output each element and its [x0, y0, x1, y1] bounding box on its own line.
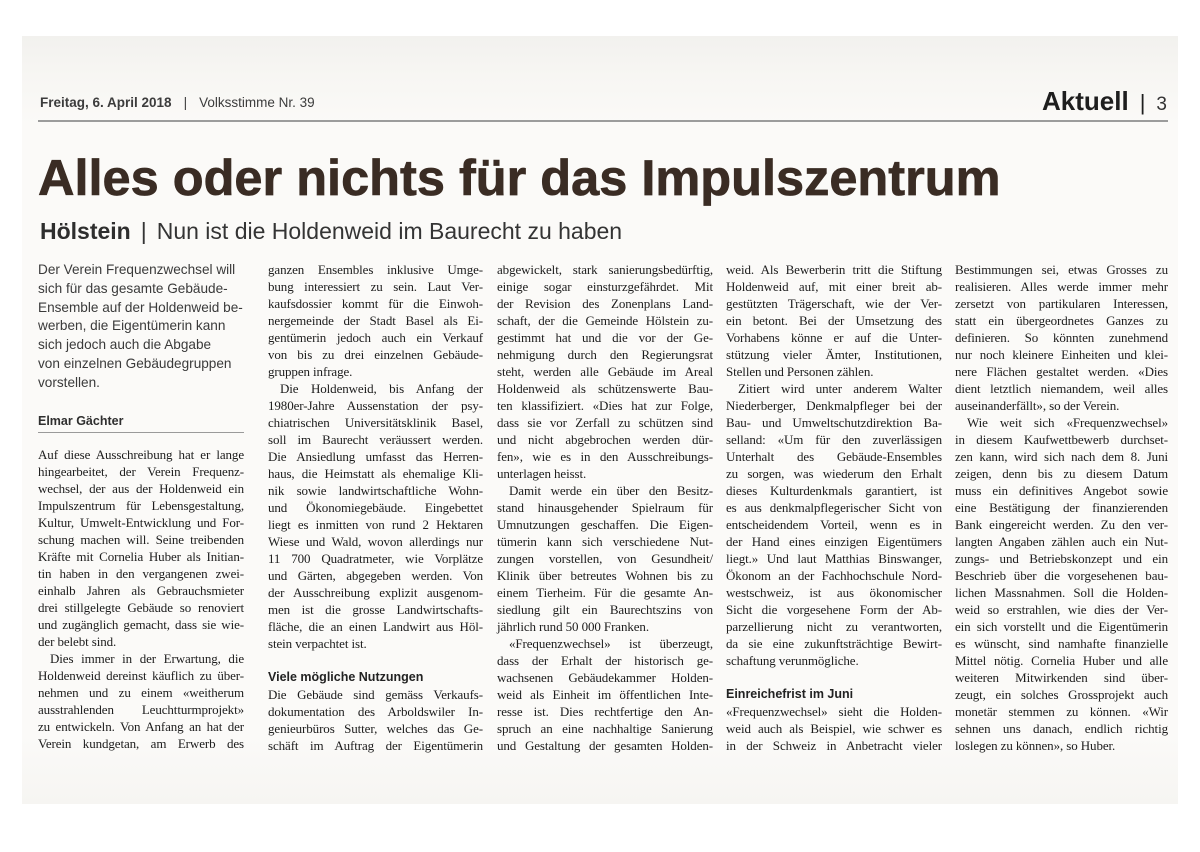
text-line: wachsenen Gebäudekammer Holden-: [497, 670, 713, 685]
text-line: Verein kundgetan, am Erwerb des: [38, 736, 244, 751]
subheadline-text: Nun ist die Holdenweid im Baurecht zu haben: [156, 218, 623, 244]
text-line: muss ein definitives Angebot sowie: [955, 483, 1168, 498]
text-line: nere Flächen gestaltet werden. «Dies: [955, 364, 1168, 379]
text-line: schaft, der die Gemeinde Hölstein zu-: [497, 313, 713, 328]
article-column-3: [497, 261, 713, 754]
text-line: Die Holdenweid, bis Anfang der: [280, 381, 483, 396]
text-line: Unterhalt des Gebäude-Ensembles: [726, 449, 942, 464]
text-line: der belebt sind.: [38, 634, 117, 649]
section-subheading: Einreichefrist im Juni: [726, 687, 854, 701]
text-line: weid so erstrahlen, wie dies der Ver-: [955, 602, 1168, 617]
text-line: «Frequenzwechsel» sieht die Holden-: [726, 704, 942, 719]
article-column-2: [268, 261, 483, 754]
text-line: spruch an eine nachhaltige Sanierung: [497, 721, 713, 736]
subheadline-separator: |: [140, 218, 147, 244]
lead-line: Ensemble auf der Holdenweid be-: [38, 299, 243, 315]
text-line: bung interessiert zu sein. Laut Ver-: [268, 279, 483, 294]
text-line: gentümerin jedoch auch ein Verkauf: [268, 330, 483, 345]
text-line: westschweiz, ist aus ökonomischer: [726, 585, 942, 600]
text-line: einhalb Jahren als Gebrauchsmieter: [38, 583, 244, 598]
text-line: der Revision des Zonenplans Land-: [497, 296, 713, 311]
text-line: Holdenweid dereinst käuflich zu über-: [38, 668, 244, 683]
text-line: auseinanderfällt», so der Verein.: [955, 398, 1120, 413]
text-line: entscheidendem Vorteil, wenn es in: [726, 517, 942, 532]
text-line: Dies immer in der Erwartung, die: [50, 651, 244, 666]
text-line: tin haben in den vergangenen zwei-: [38, 566, 244, 581]
text-line: schäft im Auftrag der Eigentümerin: [268, 738, 483, 753]
text-line: ganzen Ensembles inklusive Umge-: [268, 262, 483, 277]
text-line: Beschrieb über die vorgesehenen bau-: [955, 568, 1168, 583]
text-line: Holdenweid auf, mit einer breit ab-: [726, 279, 942, 294]
text-line: nik sowie landwirtschaftliche Wohn-: [268, 483, 483, 498]
text-line: da sie eine zukunftsträchtige Bewirt-: [726, 636, 942, 651]
text-line: selland: «Um für den zuverlässigen: [726, 432, 942, 447]
text-line: haus, die Heimstatt als ehemalige Kli-: [268, 466, 483, 481]
text-line: weiteren Mitwirkenden sind über-: [955, 670, 1168, 685]
text-line: tümerin kann sich verschiedene Nut-: [497, 534, 713, 549]
lead-line: von einzelnen Gebäudegruppen: [38, 355, 232, 371]
text-line: zungs- und Betriebskonzept und ein: [955, 551, 1168, 566]
text-line: liegt.» Und laut Matthias Binswanger,: [726, 551, 942, 566]
text-line: Ökonom an der Fachhochschule Nord-: [726, 568, 942, 583]
paragraph: [268, 380, 483, 652]
text-line: dokumentation des Arboldswiler In-: [268, 704, 483, 719]
text-line: weid auch als Beispiel, wie schwer es: [726, 721, 942, 736]
text-line: Impulszentrum für Lebensgestaltung,: [38, 498, 244, 513]
text-line: zen kann, wird sich nach dem 8. Juni: [955, 449, 1168, 464]
text-line: sehnen uns danach, endlich richtig: [955, 721, 1168, 736]
text-line: Stellen und Personen zählen.: [726, 364, 874, 379]
text-line: einige sogar einsturzgefährdet. Mit: [497, 279, 713, 294]
text-line: kaufsdossier kommt für die Einwoh-: [268, 296, 483, 311]
text-line: Vorhabens könne er auf die Unter-: [726, 330, 942, 345]
text-line: nehmigung durch den Regierungsrat: [497, 347, 713, 362]
text-line: stein verpachtet ist.: [268, 636, 367, 651]
text-line: eine Bestätigung der finanzierenden: [955, 500, 1168, 515]
text-line: Klinik über betreutes Wohnen bis zu: [497, 568, 713, 583]
text-line: und nicht abgebrochen werden dür-: [497, 432, 713, 447]
text-line: Holdenweid als schützenswerte Bau-: [497, 381, 713, 396]
text-line: unterlagen heisst.: [497, 466, 587, 481]
text-line: nur noch kleinere Einheiten und klei-: [955, 347, 1168, 362]
text-line: Wiese und Wald, wovon allerdings nur: [268, 534, 483, 549]
text-line: weid als Einheit im öffentlichen Inte-: [497, 687, 713, 702]
paragraph: [955, 261, 1168, 414]
text-line: dient letztlich niemandem, weil alles: [955, 381, 1168, 396]
text-line: Wie weit sich «Frequenzwechsel»: [967, 415, 1168, 430]
page-section: [1042, 86, 1167, 120]
text-line: hingearbeitet, der Verein Frequenz-: [38, 464, 244, 479]
text-line: genieurbüros Sutter, welches das Ge-: [268, 721, 483, 736]
paragraph: [497, 261, 713, 482]
paragraph: [268, 686, 483, 754]
text-line: fläche, die an einen Landwirt aus Höl-: [268, 619, 483, 634]
text-line: in der Schweiz in Anbetracht vieler: [726, 738, 942, 753]
article-column-5: [955, 261, 1168, 754]
text-line: soll im Baurecht veräussert werden.: [268, 432, 483, 447]
text-line: langten Angaben zählen auch ein Nut-: [955, 534, 1168, 549]
text-line: zu sorgen, was wiederum den Erhalt: [726, 466, 942, 481]
text-line: dass sie vor Zerfall zu schützen sind: [497, 415, 713, 430]
paragraph: [955, 414, 1168, 754]
text-line: zeugt, ein solches Grossprojekt auch: [955, 687, 1168, 702]
text-line: Zitiert wird unter anderem Walter: [738, 381, 942, 396]
text-line: es wünscht, sind namhafte finanzielle: [955, 636, 1168, 651]
text-line: ausstrahlenden Leuchtturmprojekt»: [38, 702, 244, 717]
text-line: ten klassifiziert. «Dies hat zur Folge,: [497, 398, 713, 413]
text-line: drei stillgelegte Gebäude so renoviert: [38, 600, 244, 615]
text-line: siedlung gilt ein Baurechtszins von: [497, 602, 713, 617]
text-line: Umnutzungen geschaffen. Die Eigen-: [497, 517, 713, 532]
text-line: monetär stemmen zu können. «Wir: [955, 704, 1168, 719]
header-rule: [38, 120, 1168, 122]
text-line: ein betont. Bei der Umsetzung des: [726, 313, 942, 328]
text-line: chiatrischen Universitätsklinik Basel,: [268, 415, 483, 430]
paragraph: [726, 261, 942, 380]
text-line: Bau- und Umweltschutzdirektion Ba-: [726, 415, 942, 430]
text-line: dieses Kulturdenkmals garantiert, ist: [726, 483, 942, 498]
text-line: zungen vorstellen, von Gesundheit/: [497, 551, 713, 566]
text-line: zersetzt von partikularen Interessen,: [955, 296, 1168, 311]
text-line: liegt es inmitten von rund 2 Hektaren: [268, 517, 483, 532]
text-line: Bank eingereicht werden. Zu den ver-: [955, 517, 1168, 532]
page-number: 3: [1156, 94, 1167, 115]
dateline-location: Hölstein: [40, 218, 131, 244]
text-line: jährlich rund 50 000 Franken.: [497, 619, 649, 634]
text-line: Damit werde ein über den Besitz-: [509, 483, 713, 498]
text-line: der Ausschreibung explizit ausgenom-: [268, 585, 483, 600]
paragraph: [726, 703, 942, 754]
lead-paragraph: [38, 261, 253, 393]
text-line: und zugänglich gemacht, dass sie wie-: [38, 617, 244, 632]
text-line: parzellierung nicht zu verantworten,: [726, 619, 942, 634]
text-line: zeigen, denn bis zu diesem Datum: [955, 466, 1168, 481]
text-line: und Ökonomiegebäude. Eingebettet: [268, 500, 483, 515]
article-column-1: [38, 446, 244, 752]
text-line: schaftung verunmögliche.: [726, 653, 859, 668]
text-line: Die Gebäude sind gemäss Verkaufs-: [268, 687, 483, 702]
text-line: einem Tierheim. Für die gesamte An-: [497, 585, 713, 600]
paragraph: [38, 446, 244, 650]
text-line: Niederberger, Denkmalpfleger bei der: [726, 398, 942, 413]
text-line: ein sich vorstellt und die Eigentümerin: [955, 619, 1168, 634]
paragraph: [497, 482, 713, 635]
text-line: Bestimmungen sei, etwas Grosses zu: [955, 262, 1168, 277]
text-line: von bis zu drei einzelnen Gebäude-: [268, 347, 483, 362]
text-line: nehmen und zu einem «weitherum: [38, 685, 244, 700]
lead-line: Der Verein Frequenzwechsel will: [38, 262, 236, 277]
lead-line: sich jedoch auch die Abgabe: [38, 337, 212, 353]
lead-line: sich für das gesamte Gebäude-: [38, 280, 228, 296]
text-line: realisieren. Alles werde immer mehr: [955, 279, 1168, 294]
text-line: es aus denkmalpflegerischer Sicht von: [726, 500, 942, 515]
text-line: nergemeinde der Stadt Basel als Ei-: [268, 313, 483, 328]
text-line: Die Ansiedlung umfasst das Herren-: [268, 449, 483, 464]
text-line: weid. Als Bewerberin tritt die Stiftung: [726, 262, 942, 277]
header-separator: |: [183, 95, 188, 110]
text-line: 11 700 Quadratmeter, wie Vorplätze: [268, 551, 483, 566]
headline: Alles oder nichts für das Impulszentrum: [38, 149, 1001, 206]
section-subheading: Viele mögliche Nutzungen: [268, 670, 424, 684]
text-line: Kultur, Umwelt-Entwicklung und For-: [38, 515, 244, 530]
article-column-4: [726, 261, 942, 754]
text-line: gestützten Trägerschaft, wie der Ver-: [726, 296, 942, 311]
lead-line: werben, die Eigentümerin kann: [38, 318, 226, 334]
section-separator: |: [1139, 90, 1146, 115]
lead-line: vorstellen.: [38, 374, 100, 390]
text-line: stand hinausgehender Spielraum für: [497, 500, 713, 515]
text-line: men ist die grosse Landwirtschafts-: [268, 602, 483, 617]
text-line: der Hand eines einzigen Eigentümers: [726, 534, 942, 549]
text-line: resse ist. Dies rechtfertige den An-: [497, 704, 713, 719]
paragraph: [38, 650, 244, 752]
text-line: und Gärten, abgegeben werden. Von: [268, 568, 483, 583]
issue-info: [40, 94, 315, 111]
issue-date: Freitag, 6. April 2018: [40, 95, 172, 110]
text-line: lichen Massnahmen. Soll die Holden-: [955, 585, 1168, 600]
text-line: dass der Erhalt der historisch ge-: [497, 653, 713, 668]
text-line: 1980er-Jahre Aussenstation der psy-: [268, 398, 483, 413]
text-line: in diesem Kaufwettbewerb durchset-: [955, 432, 1168, 447]
subheadline: [40, 219, 622, 243]
text-line: zu entwickeln. Von Anfang an hat der: [38, 719, 244, 734]
text-line: Kräfte mit Cornelia Huber als Initian-: [38, 549, 244, 564]
text-line: gruppen infrage.: [268, 364, 353, 379]
text-line: schung machen will. Seine treibenden: [38, 532, 244, 547]
text-line: steht, werden alle Gebäude im Areal: [497, 364, 713, 379]
text-line: fen», wie es in den Ausschreibungs-: [497, 449, 713, 464]
text-line: Auf diese Ausschreibung hat er lange: [38, 447, 244, 462]
text-line: loslegen zu können», so Huber.: [955, 738, 1116, 753]
text-line: «Frequenzwechsel» ist überzeugt,: [509, 636, 713, 651]
text-line: statt ein übergeordnetes Ganzes zu: [955, 313, 1168, 328]
text-line: abgewickelt, stark sanierungsbedürftig,: [497, 262, 713, 277]
text-line: stützung vieler Ämter, Institutionen,: [726, 347, 942, 362]
text-line: Mittel nötig. Cornelia Huber und alle: [955, 653, 1168, 668]
paragraph: [268, 261, 483, 380]
author-byline: Elmar Gächter: [38, 413, 244, 433]
text-line: definieren. So könnten zunehmend: [955, 330, 1168, 345]
text-line: gestimmt hat und die vor der Ge-: [497, 330, 713, 345]
publication-name: Volksstimme Nr. 39: [199, 95, 315, 110]
section-title: Aktuell: [1042, 86, 1129, 116]
paragraph: [726, 380, 942, 669]
paragraph: [497, 635, 713, 754]
text-line: und Gestaltung der gesamten Holden-: [497, 738, 713, 753]
text-line: wechsel, der aus der Holdenweid ein: [38, 481, 244, 496]
text-line: Sicht die vorgesehene Form der Ab-: [726, 602, 942, 617]
